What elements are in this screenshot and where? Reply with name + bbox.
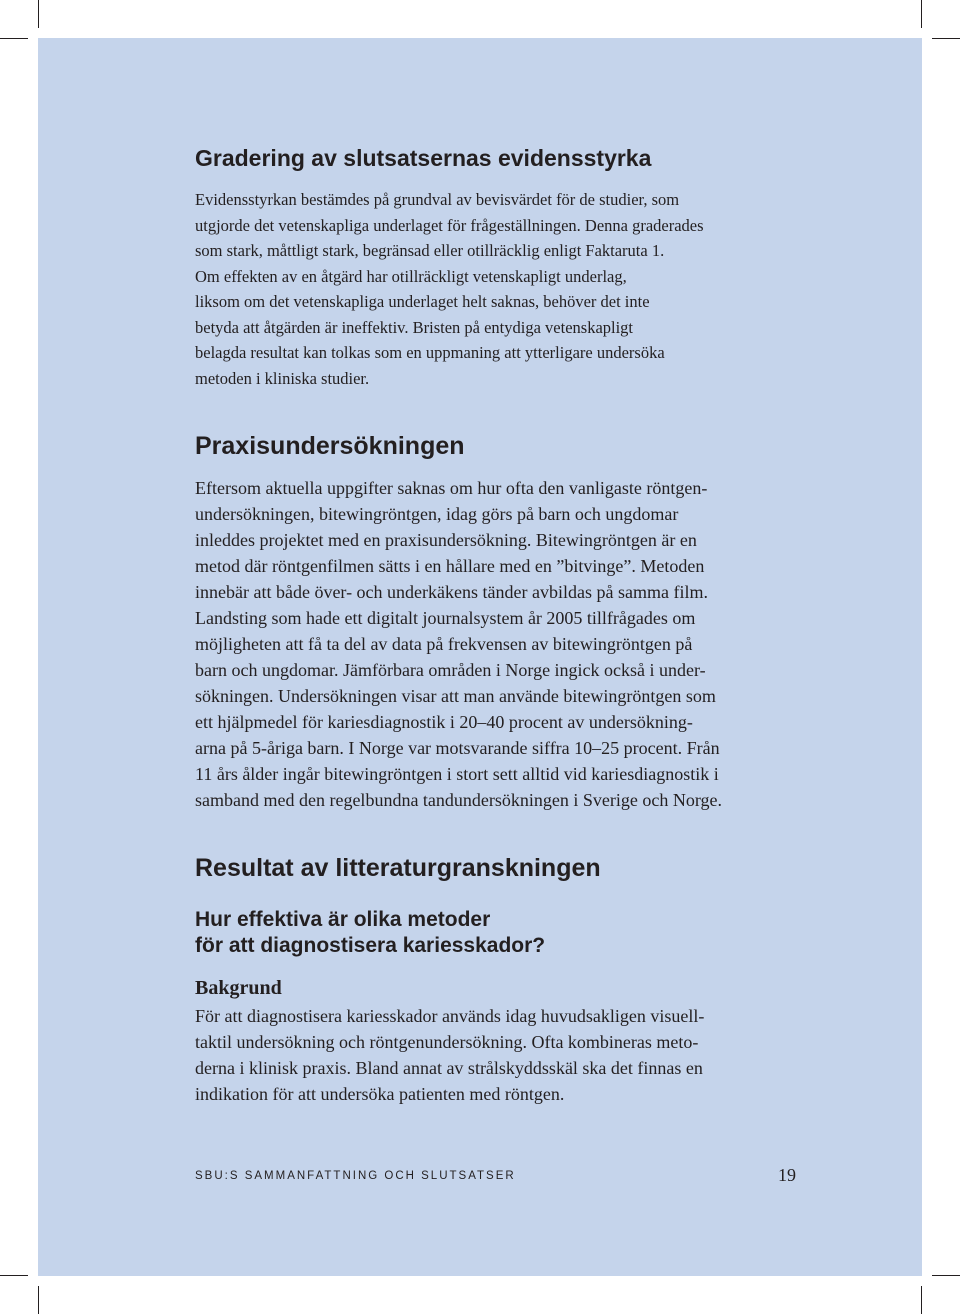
crop-mark xyxy=(38,0,39,28)
text-line: Evidensstyrkan bestämdes på grundval av bevisvärdet för de studier, som xyxy=(195,190,680,209)
crop-mark xyxy=(932,1275,960,1276)
text-line: ett hjälpmedel för kariesdiagnostik i 20–40 procent av undersökning- xyxy=(195,712,693,732)
text-line: taktil undersökning och röntgenundersökning. Ofta kombineras meto- xyxy=(195,1032,699,1052)
text-line: belagda resultat kan tolkas som en uppmaning att ytterligare undersöka xyxy=(195,343,665,362)
crop-mark xyxy=(0,38,28,39)
crop-mark xyxy=(921,1286,922,1314)
subsubheading: Bakgrund xyxy=(195,977,282,999)
section-heading: Praxisundersökningen xyxy=(195,432,465,460)
text-line: indikation för att undersöka patienten med röntgen. xyxy=(195,1084,565,1104)
text-line: innebär att både över- och underkäkens tänder avbildas på samma film. xyxy=(195,582,708,602)
text-line: som stark, måttligt stark, begränsad eller otillräcklig enligt Faktaruta 1. xyxy=(195,241,665,260)
page-number: 19 xyxy=(778,1165,796,1185)
section-praxis xyxy=(195,431,795,813)
text-line: Landsting som hade ett digitalt journalsystem år 2005 tillfrågades om xyxy=(195,608,696,628)
text-line: inleddes projektet med en praxisundersökning. Bitewingröntgen är en xyxy=(195,530,697,550)
running-footer: SBU:S SAMMANFATTNING OCH SLUTSATSER xyxy=(195,1170,516,1182)
text-line: derna i klinisk praxis. Bland annat av strålskyddsskäl ska det finnas en xyxy=(195,1058,703,1078)
section-heading: Gradering av slutsatsernas evidensstyrka xyxy=(195,145,652,171)
text-line: barn och ungdomar. Jämförbara områden i Norge ingick också i under- xyxy=(195,660,706,680)
section-gradering xyxy=(195,143,795,391)
text-line: metod där röntgenfilmen sätts i en hållare med en ”bitvinge”. Metoden xyxy=(195,556,705,576)
crop-mark xyxy=(0,1275,28,1276)
text-line: undersökningen, bitewingröntgen, idag görs på barn och ungdomar xyxy=(195,504,679,524)
text-line: sökningen. Undersökningen visar att man använde bitewingröntgen som xyxy=(195,686,716,706)
page-content xyxy=(195,143,795,1107)
section-heading: Resultat av litteraturgranskningen xyxy=(195,854,601,882)
text-line: möjligheten att få ta del av data på frekvensen av bitewingröntgen på xyxy=(195,634,693,654)
text-line: betyda att åtgärden är ineffektiv. Bristen på entydiga vetenskapligt xyxy=(195,317,634,337)
section-resultat xyxy=(195,853,795,1107)
crop-mark xyxy=(932,38,960,39)
text-line: metoden i kliniska studier. xyxy=(195,368,370,388)
subheading-line: Hur effektiva är olika metoder xyxy=(195,908,491,931)
subheading xyxy=(195,907,795,959)
text-line: 11 års ålder ingår bitewingröntgen i stort sett alltid vid kariesdiagnostik i xyxy=(195,764,719,784)
text-line: liksom om det vetenskapliga underlaget helt saknas, behöver det inte xyxy=(195,292,650,311)
text-line: Om effekten av en åtgärd har otillräckligt vetenskapligt underlag, xyxy=(195,266,627,286)
paragraph xyxy=(195,1003,795,1107)
subheading-line: för att diagnostisera kariesskador? xyxy=(195,934,546,957)
crop-mark xyxy=(38,1286,39,1314)
text-line: Eftersom aktuella uppgifter saknas om hur ofta den vanligaste röntgen- xyxy=(195,478,708,498)
text-line: utgjorde det vetenskapliga underlaget för frågeställningen. Denna graderades xyxy=(195,215,704,235)
paragraph xyxy=(195,475,795,813)
text-line: arna på 5-åriga barn. I Norge var motsvarande siffra 10–25 procent. Från xyxy=(195,738,720,758)
text-line: samband med den regelbundna tandundersökningen i Sverige och Norge. xyxy=(195,790,723,810)
crop-mark xyxy=(921,0,922,28)
paragraph xyxy=(195,187,795,391)
text-line: För att diagnostisera kariesskador används idag huvudsakligen visuell- xyxy=(195,1006,705,1026)
